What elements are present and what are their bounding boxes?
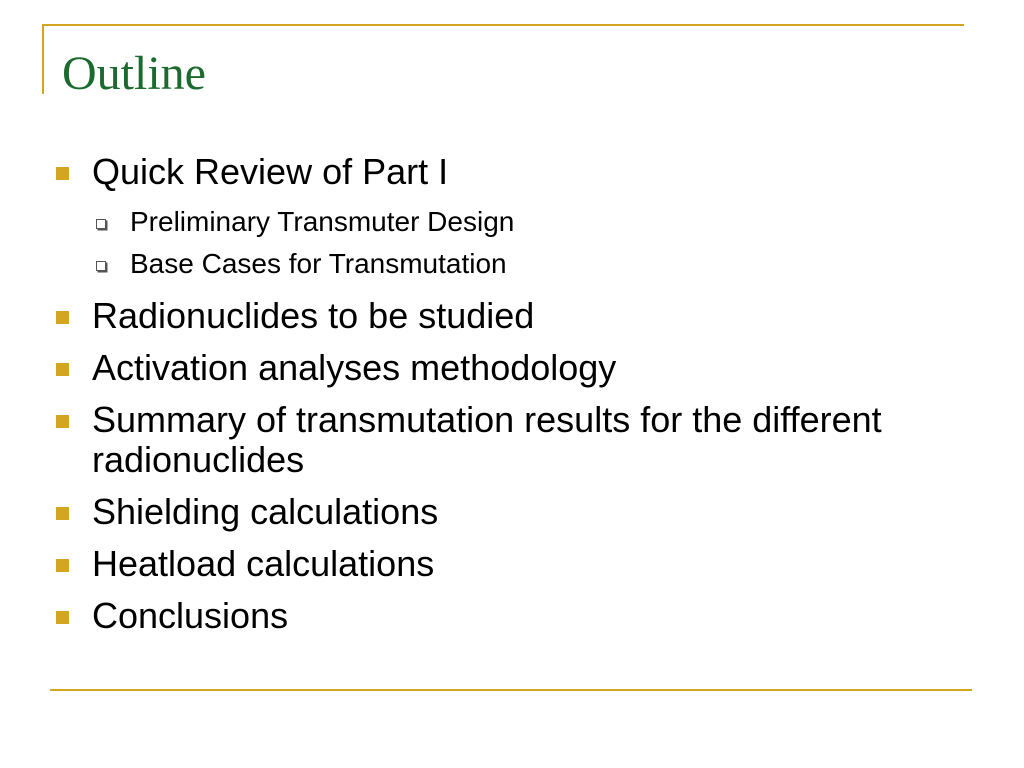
left-accent-line [42, 24, 44, 94]
list-item-label: Shielding calculations [92, 491, 439, 532]
sub-list-item-label: Preliminary Transmuter Design [130, 206, 515, 237]
filled-square-bullet-icon [56, 363, 69, 376]
slide-title: Outline [62, 47, 206, 100]
list-item [56, 348, 956, 388]
sub-list-item [96, 204, 956, 240]
hollow-square-bullet-icon [96, 261, 106, 271]
filled-square-bullet-icon [56, 415, 69, 428]
filled-square-bullet-icon [56, 167, 69, 180]
bullet-list [56, 152, 956, 648]
top-accent-line [42, 24, 964, 26]
bottom-accent-line [50, 689, 972, 691]
list-item-label: Radionuclides to be studied [92, 295, 535, 336]
filled-square-bullet-icon [56, 611, 69, 624]
list-item-label: Quick Review of Part I [92, 151, 449, 192]
list-item-label: Conclusions [92, 595, 289, 636]
list-item [56, 152, 956, 192]
list-item-label: Summary of transmutation results for the different radionuclides [92, 399, 882, 480]
filled-square-bullet-icon [56, 507, 69, 520]
hollow-square-bullet-icon [96, 219, 106, 229]
filled-square-bullet-icon [56, 311, 69, 324]
filled-square-bullet-icon [56, 559, 69, 572]
list-item [56, 492, 956, 532]
sub-list-item [96, 246, 956, 282]
sub-list-item-label: Base Cases for Transmutation [130, 248, 507, 279]
list-item-label: Heatload calculations [92, 543, 435, 584]
list-item [56, 544, 956, 584]
list-item [56, 400, 956, 480]
list-item [56, 296, 956, 336]
list-item-label: Activation analyses methodology [92, 347, 617, 388]
list-item [56, 596, 956, 636]
